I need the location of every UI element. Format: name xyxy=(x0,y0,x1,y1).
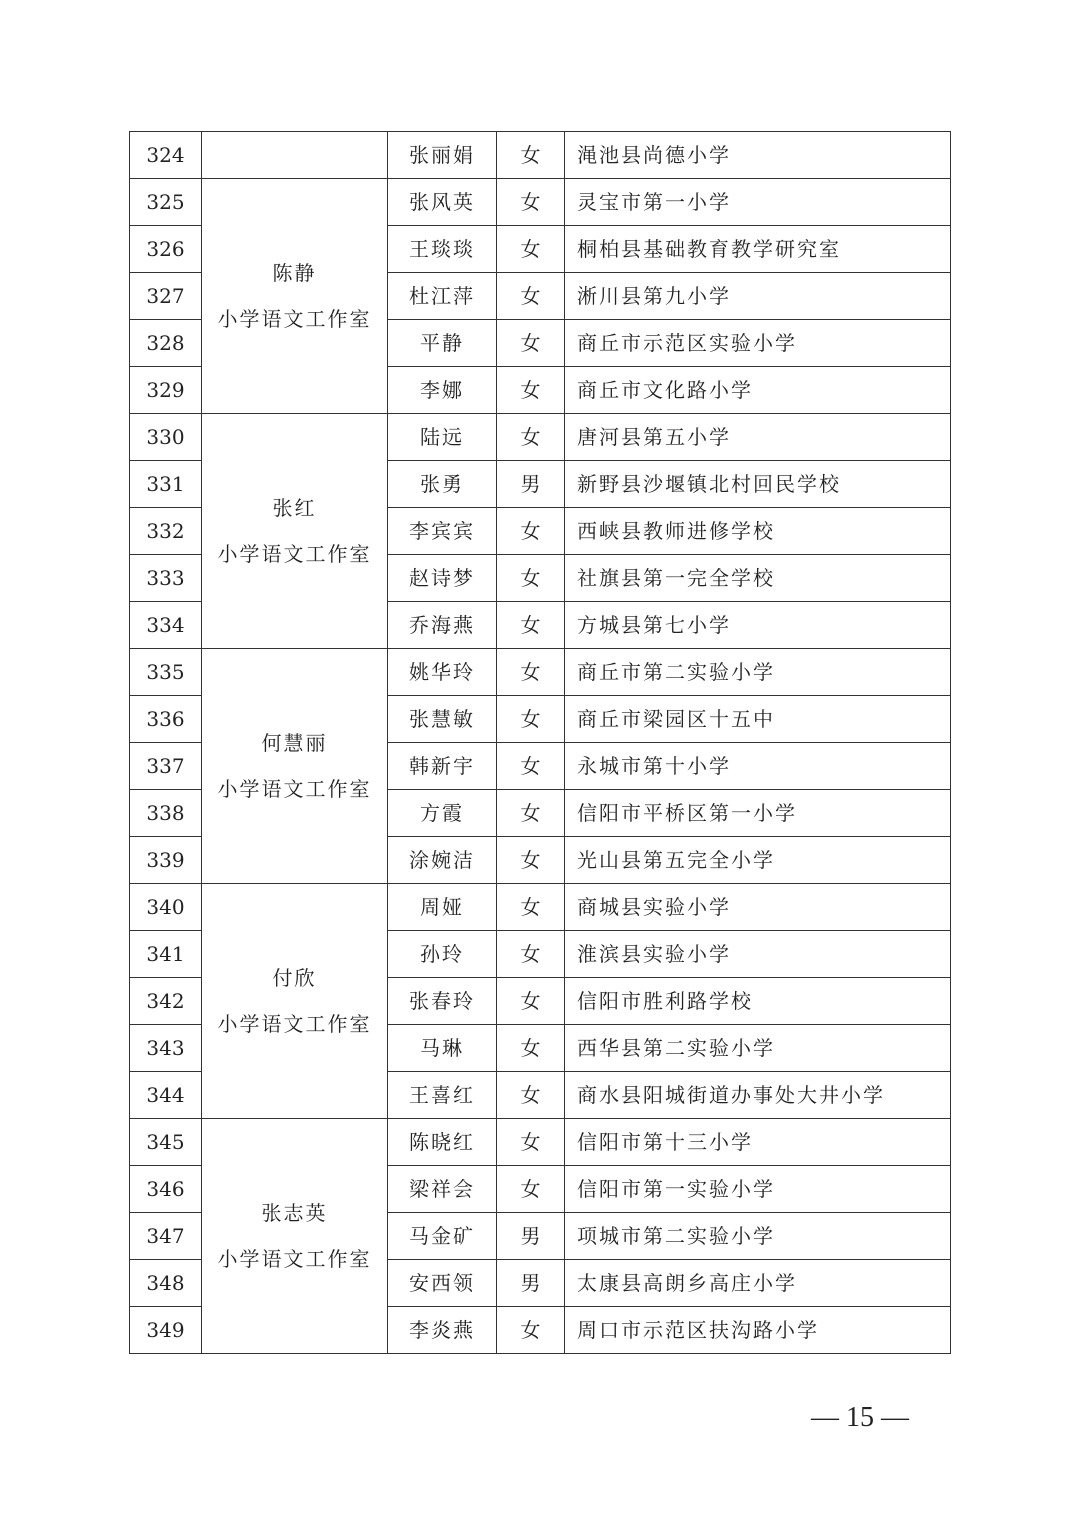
row-number-cell: 346 xyxy=(130,1166,202,1213)
studio-cell xyxy=(202,179,388,414)
table-row xyxy=(130,1119,951,1166)
row-number-cell: 331 xyxy=(130,461,202,508)
gender-cell: 女 xyxy=(497,414,565,461)
table-row xyxy=(130,414,951,461)
row-number-cell: 338 xyxy=(130,790,202,837)
gender-cell: 女 xyxy=(497,1119,565,1166)
row-number-cell: 344 xyxy=(130,1072,202,1119)
gender-cell: 女 xyxy=(497,367,565,414)
teacher-name-cell: 乔海燕 xyxy=(388,602,497,649)
school-cell: 信阳市平桥区第一小学 xyxy=(565,790,951,837)
teacher-name-cell: 李娜 xyxy=(388,367,497,414)
school-cell: 商丘市第二实验小学 xyxy=(565,649,951,696)
teacher-name-cell: 安西领 xyxy=(388,1260,497,1307)
studio-title: 小学语文工作室 xyxy=(217,542,372,566)
school-cell: 周口市示范区扶沟路小学 xyxy=(565,1307,951,1354)
school-cell: 项城市第二实验小学 xyxy=(565,1213,951,1260)
row-number-cell: 343 xyxy=(130,1025,202,1072)
row-number-cell: 332 xyxy=(130,508,202,555)
school-cell: 社旗县第一完全学校 xyxy=(565,555,951,602)
teacher-name-cell: 赵诗梦 xyxy=(388,555,497,602)
row-number-cell: 329 xyxy=(130,367,202,414)
school-cell: 淅川县第九小学 xyxy=(565,273,951,320)
studio-cell xyxy=(202,414,388,649)
row-number-cell: 339 xyxy=(130,837,202,884)
gender-cell: 女 xyxy=(497,508,565,555)
teacher-name-cell: 杜江萍 xyxy=(388,273,497,320)
studio-title: 小学语文工作室 xyxy=(217,307,372,331)
school-cell: 光山县第五完全小学 xyxy=(565,837,951,884)
row-number-cell: 325 xyxy=(130,179,202,226)
roster-table xyxy=(129,131,951,1354)
teacher-name-cell: 陈晓红 xyxy=(388,1119,497,1166)
teacher-name-cell: 孙玲 xyxy=(388,931,497,978)
row-number-cell: 324 xyxy=(130,132,202,179)
studio-cell xyxy=(202,1119,388,1354)
school-cell: 信阳市第十三小学 xyxy=(565,1119,951,1166)
gender-cell: 女 xyxy=(497,884,565,931)
gender-cell: 女 xyxy=(497,837,565,884)
row-number-cell: 326 xyxy=(130,226,202,273)
row-number-cell: 348 xyxy=(130,1260,202,1307)
studio-cell xyxy=(202,884,388,1119)
page-number-dash-right: — xyxy=(881,1402,909,1433)
row-number-cell: 347 xyxy=(130,1213,202,1260)
row-number-cell: 345 xyxy=(130,1119,202,1166)
row-number-cell: 330 xyxy=(130,414,202,461)
row-number-cell: 327 xyxy=(130,273,202,320)
studio-cell xyxy=(202,649,388,884)
school-cell: 西峡县教师进修学校 xyxy=(565,508,951,555)
studio-leader: 张志英 xyxy=(261,1201,328,1225)
gender-cell: 女 xyxy=(497,179,565,226)
table-row xyxy=(130,179,951,226)
row-number-cell: 328 xyxy=(130,320,202,367)
roster-table-body xyxy=(130,132,951,1354)
table-row xyxy=(130,649,951,696)
teacher-name-cell: 平静 xyxy=(388,320,497,367)
school-cell: 商丘市文化路小学 xyxy=(565,367,951,414)
page-number-dash-left: — xyxy=(811,1402,839,1433)
teacher-name-cell: 张春玲 xyxy=(388,978,497,1025)
teacher-name-cell: 王喜红 xyxy=(388,1072,497,1119)
school-cell: 唐河县第五小学 xyxy=(565,414,951,461)
gender-cell: 女 xyxy=(497,790,565,837)
school-cell: 商水县阳城街道办事处大井小学 xyxy=(565,1072,951,1119)
school-cell: 方城县第七小学 xyxy=(565,602,951,649)
studio-title: 小学语文工作室 xyxy=(217,1247,372,1271)
row-number-cell: 349 xyxy=(130,1307,202,1354)
studio-leader: 陈静 xyxy=(272,261,317,285)
gender-cell: 女 xyxy=(497,273,565,320)
teacher-name-cell: 李炎燕 xyxy=(388,1307,497,1354)
school-cell: 西华县第二实验小学 xyxy=(565,1025,951,1072)
teacher-name-cell: 张慧敏 xyxy=(388,696,497,743)
gender-cell: 女 xyxy=(497,320,565,367)
row-number-cell: 334 xyxy=(130,602,202,649)
school-cell: 永城市第十小学 xyxy=(565,743,951,790)
teacher-name-cell: 李宾宾 xyxy=(388,508,497,555)
studio-leader: 何慧丽 xyxy=(261,731,328,755)
gender-cell: 女 xyxy=(497,978,565,1025)
gender-cell: 女 xyxy=(497,1307,565,1354)
teacher-name-cell: 王琰琰 xyxy=(388,226,497,273)
row-number-cell: 333 xyxy=(130,555,202,602)
school-cell: 灵宝市第一小学 xyxy=(565,179,951,226)
gender-cell: 男 xyxy=(497,461,565,508)
studio-leader: 付欣 xyxy=(272,966,317,990)
row-number-cell: 337 xyxy=(130,743,202,790)
teacher-name-cell: 张风英 xyxy=(388,179,497,226)
school-cell: 新野县沙堰镇北村回民学校 xyxy=(565,461,951,508)
teacher-name-cell: 马金矿 xyxy=(388,1213,497,1260)
row-number-cell: 336 xyxy=(130,696,202,743)
teacher-name-cell: 姚华玲 xyxy=(388,649,497,696)
studio-cell xyxy=(202,132,388,179)
table-row xyxy=(130,884,951,931)
school-cell: 商丘市示范区实验小学 xyxy=(565,320,951,367)
studio-title: 小学语文工作室 xyxy=(217,1012,372,1036)
gender-cell: 女 xyxy=(497,649,565,696)
teacher-name-cell: 马琳 xyxy=(388,1025,497,1072)
page-number xyxy=(800,1400,920,1436)
teacher-name-cell: 周娅 xyxy=(388,884,497,931)
gender-cell: 女 xyxy=(497,743,565,790)
school-cell: 信阳市第一实验小学 xyxy=(565,1166,951,1213)
school-cell: 太康县高朗乡高庄小学 xyxy=(565,1260,951,1307)
teacher-name-cell: 梁祥会 xyxy=(388,1166,497,1213)
gender-cell: 女 xyxy=(497,1025,565,1072)
table-row xyxy=(130,132,951,179)
school-cell: 信阳市胜利路学校 xyxy=(565,978,951,1025)
row-number-cell: 342 xyxy=(130,978,202,1025)
gender-cell: 女 xyxy=(497,132,565,179)
school-cell: 淮滨县实验小学 xyxy=(565,931,951,978)
gender-cell: 男 xyxy=(497,1260,565,1307)
row-number-cell: 341 xyxy=(130,931,202,978)
gender-cell: 女 xyxy=(497,696,565,743)
teacher-name-cell: 张丽娟 xyxy=(388,132,497,179)
school-cell: 渑池县尚德小学 xyxy=(565,132,951,179)
teacher-name-cell: 方霞 xyxy=(388,790,497,837)
row-number-cell: 335 xyxy=(130,649,202,696)
gender-cell: 女 xyxy=(497,602,565,649)
gender-cell: 女 xyxy=(497,226,565,273)
gender-cell: 女 xyxy=(497,1072,565,1119)
school-cell: 商丘市梁园区十五中 xyxy=(565,696,951,743)
school-cell: 桐柏县基础教育教学研究室 xyxy=(565,226,951,273)
gender-cell: 女 xyxy=(497,1166,565,1213)
page-number-value: 15 xyxy=(846,1402,874,1433)
school-cell: 商城县实验小学 xyxy=(565,884,951,931)
row-number-cell: 340 xyxy=(130,884,202,931)
studio-leader: 张红 xyxy=(272,496,317,520)
teacher-name-cell: 张勇 xyxy=(388,461,497,508)
gender-cell: 男 xyxy=(497,1213,565,1260)
teacher-name-cell: 陆远 xyxy=(388,414,497,461)
studio-title: 小学语文工作室 xyxy=(217,777,372,801)
gender-cell: 女 xyxy=(497,931,565,978)
teacher-name-cell: 韩新宇 xyxy=(388,743,497,790)
gender-cell: 女 xyxy=(497,555,565,602)
teacher-name-cell: 涂婉洁 xyxy=(388,837,497,884)
